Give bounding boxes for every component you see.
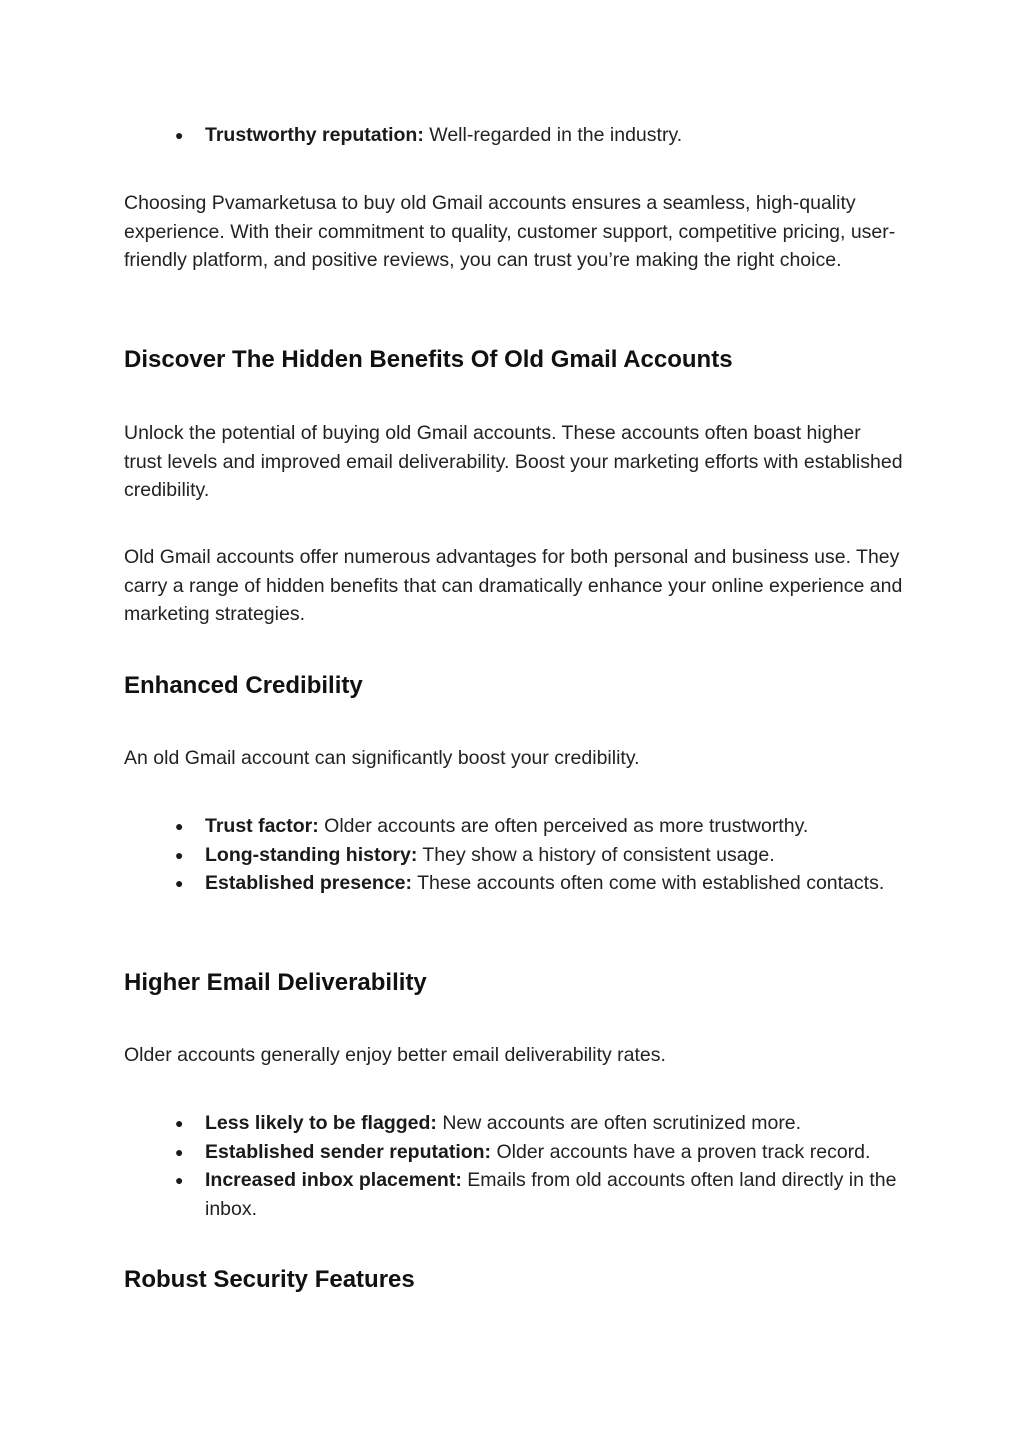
bullet-icon: ● — [175, 846, 184, 863]
bullet-icon: ● — [175, 875, 184, 891]
credibility-paragraph-block — [124, 744, 904, 773]
credibility-paragraph: An old Gmail account can significantly boost your credibility. — [124, 747, 640, 769]
reputation-list-block — [124, 121, 904, 150]
bullet-icon: ● — [175, 1143, 184, 1160]
hidden-benefits-heading-block — [124, 345, 904, 375]
choosing-paragraph-block — [124, 189, 904, 275]
unlock-paragraph: Unlock the potential of buying old Gmail accounts. These accounts often boast higher trust levels and improved email deliverability. Boost your marketing efforts with established credibility. — [124, 422, 903, 501]
list-item — [124, 1166, 905, 1223]
deliverability-heading: Higher Email Deliverability — [124, 969, 427, 996]
bullet-icon: ● — [175, 1172, 184, 1188]
unlock-paragraph-block — [124, 419, 904, 505]
choosing-paragraph: Choosing Pvamarketusa to buy old Gmail accounts ensures a seamless, high-quality experience. With their commitment to quality, customer support, competitive pricing, user-friendly platform, and positive reviews, you can trust you’re making the right choice. — [124, 192, 896, 271]
list-item-term: Established presence: — [205, 872, 412, 894]
list-item-term: Less likely to be flagged: — [205, 1112, 437, 1134]
list-item — [124, 841, 905, 870]
bullet-icon: ● — [175, 1115, 184, 1131]
advantages-paragraph-block — [124, 543, 904, 629]
list-item — [124, 1109, 905, 1138]
list-item-description: They show a history of consistent usage. — [417, 843, 775, 866]
deliverability-list-block — [124, 1109, 904, 1223]
list-item-description: Older accounts have a proven track record. — [491, 1140, 871, 1163]
security-heading: Robust Security Features — [124, 1266, 415, 1293]
list-item — [124, 121, 905, 150]
reputation-list — [124, 121, 904, 150]
list-item-description: New accounts are often scrutinized more. — [436, 1112, 802, 1134]
list-item — [124, 1138, 905, 1167]
credibility-list — [124, 812, 904, 898]
credibility-heading: Enhanced Credibility — [124, 672, 363, 699]
deliverability-list — [124, 1109, 904, 1223]
list-item-term: Trustworthy reputation: — [205, 124, 424, 146]
deliverability-heading-block — [124, 968, 904, 998]
list-item-description: Well-regarded in the industry. — [423, 124, 683, 146]
security-heading-block — [124, 1265, 904, 1295]
list-item-description: Older accounts are often perceived as more trustworthy. — [318, 815, 809, 837]
bullet-icon: ● — [175, 818, 184, 834]
credibility-list-block — [124, 812, 904, 898]
credibility-heading-block — [124, 671, 904, 701]
list-item-term: Trust factor: — [205, 815, 319, 837]
list-item — [124, 812, 905, 841]
deliverability-paragraph: Older accounts generally enjoy better email deliverability rates. — [124, 1044, 666, 1066]
hidden-benefits-heading: Discover The Hidden Benefits Of Old Gmail Accounts — [124, 346, 733, 373]
list-item-description: These accounts often come with established contacts. — [412, 872, 885, 894]
list-item-term: Increased inbox placement: — [205, 1169, 462, 1191]
list-item-term: Established sender reputation: — [205, 1140, 492, 1163]
deliverability-paragraph-block — [124, 1041, 904, 1070]
bullet-icon: ● — [175, 127, 184, 143]
list-item — [124, 869, 905, 898]
list-item-term: Long-standing history: — [205, 843, 418, 866]
list-item-description: Emails from old accounts often land directly in the inbox. — [205, 1169, 897, 1220]
advantages-paragraph: Old Gmail accounts offer numerous advantages for both personal and business use. They carry a range of hidden benefits that can dramatically enhance your online experience and marketing strategies. — [124, 546, 903, 625]
